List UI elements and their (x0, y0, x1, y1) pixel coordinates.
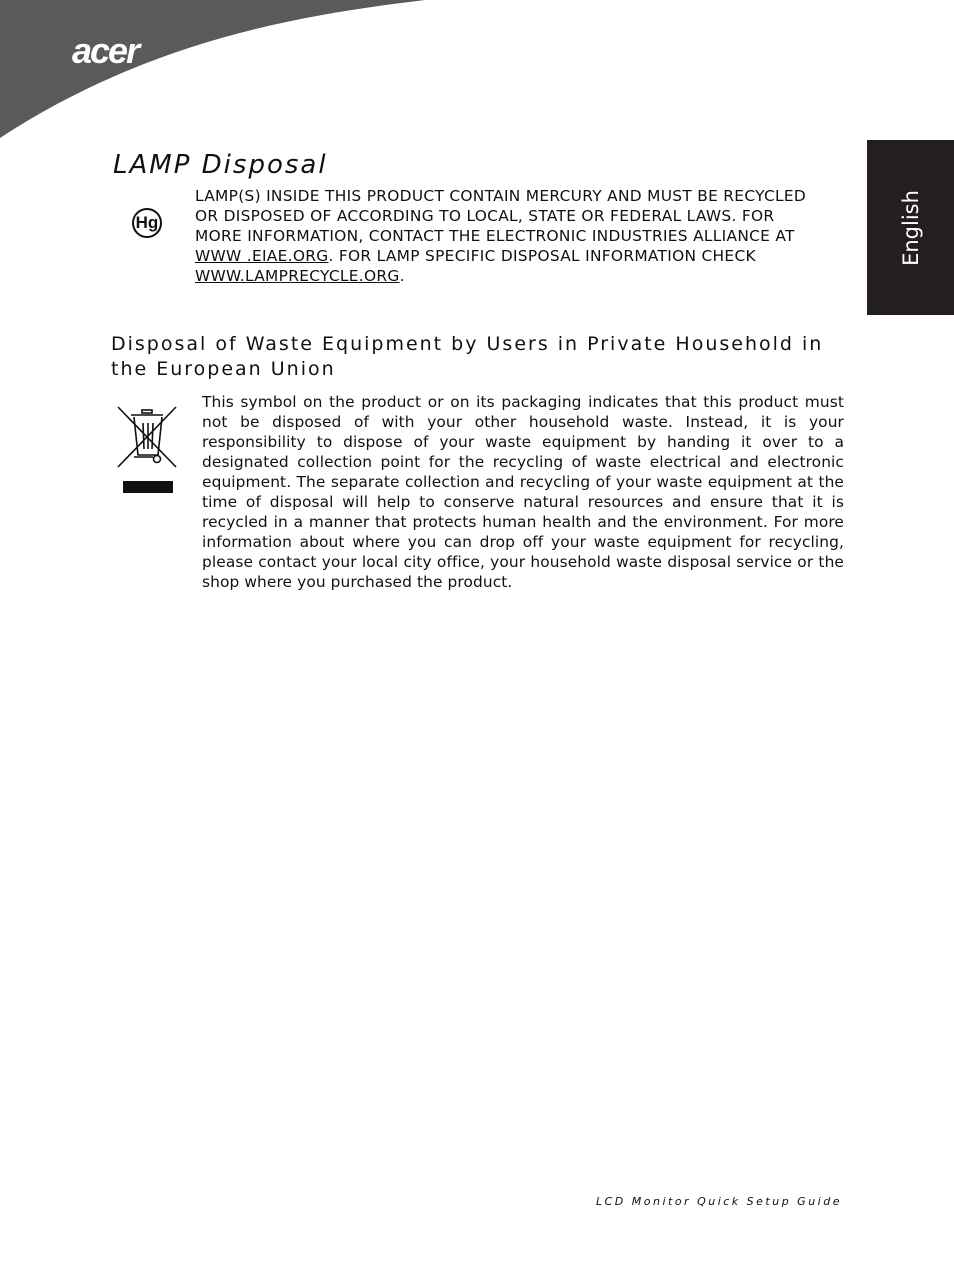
eiae-link[interactable]: WWW .EIAE.ORG (195, 247, 329, 265)
mercury-hg-icon: Hg (132, 208, 162, 238)
lamp-line: MORE INFORMATION, CONTACT THE ELECTRONIC INDUSTRIES ALLIANCE AT (195, 227, 795, 245)
header-swoosh (0, 0, 954, 150)
crossed-out-bin-icon (117, 405, 177, 495)
footer-guide-title: LCD Monitor Quick Setup Guide (595, 1195, 842, 1208)
lamp-line (195, 246, 845, 266)
lamp-line-rest: . FOR LAMP SPECIFIC DISPOSAL INFORMATION CHECK (328, 247, 756, 265)
lamp-disposal-title: LAMP Disposal (113, 150, 328, 180)
lamp-line: LAMP(S) INSIDE THIS PRODUCT CONTAIN MERCURY AND MUST BE RECYCLED (195, 187, 807, 205)
language-tab-label: English (898, 189, 923, 266)
language-tab (867, 140, 954, 315)
weee-paragraph: This symbol on the product or on its packaging indicates that this product must not be disposed of with your other household waste. Instead, it is your responsibility to dispose of your waste equipment by handing it over to a designated collection point for the recycling of waste electrical and electronic equipment. The separate collection and recycling of your waste equipment at the time of disposal will help to conserve natural resources and ensure that it is recycled in a manner that protects human health and the environment. For more information about where you can drop off your waste equipment for recycling, please contact your local city office, your household waste disposal service or the shop where you purchased the product. (202, 393, 844, 591)
lamprecycle-link[interactable]: WWW.LAMPRECYCLE.ORG (195, 267, 400, 285)
weee-title: Disposal of Waste Equipment by Users in Private Household in the European Union (111, 333, 824, 380)
lamp-line-rest: . (399, 267, 405, 285)
lamp-line (195, 266, 845, 286)
lamp-line: OR DISPOSED OF ACCORDING TO LOCAL, STATE OR FEDERAL LAWS. FOR (195, 207, 775, 225)
lamp-disposal-text (195, 186, 845, 286)
weee-body-text (202, 392, 844, 592)
acer-logo: acer (72, 30, 139, 71)
